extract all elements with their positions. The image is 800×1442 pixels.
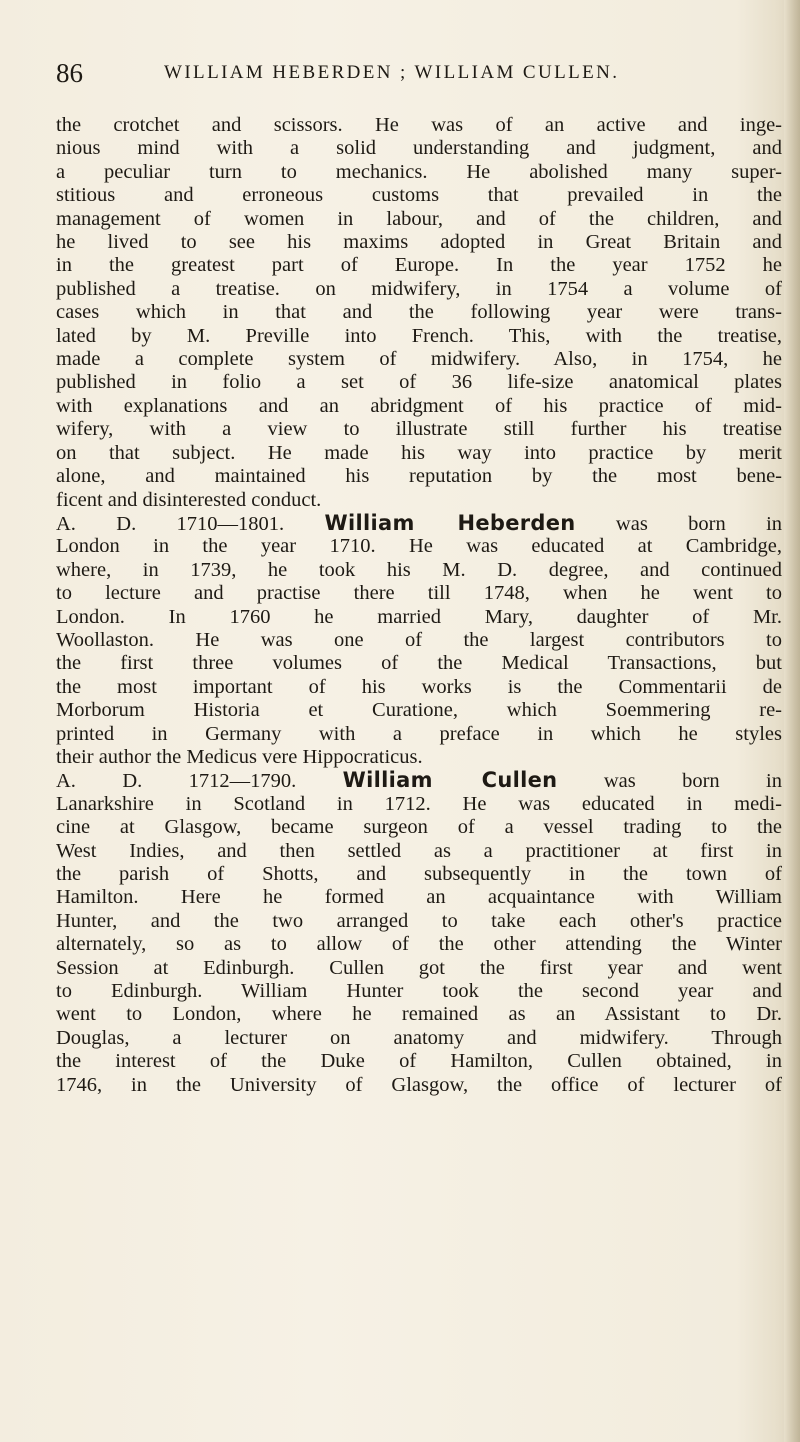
body-text	[56, 114, 782, 1097]
text-line: Morborum Historia et Curatione, which Soemmering re-	[56, 699, 782, 722]
entry-name: William Cullen	[342, 768, 558, 793]
text-line: management of women in labour, and of the children, and	[56, 207, 782, 230]
text-line	[56, 769, 782, 792]
text-line: Woollaston. He was one of the largest contributors to	[56, 628, 782, 651]
text-line: alternately, so as to allow of the other attending the Winter	[56, 933, 782, 956]
text-line: London. In 1760 he married Mary, daughter of Mr.	[56, 605, 782, 628]
text-line: the first three volumes of the Medical Transactions, but	[56, 652, 782, 675]
text-line: Session at Edinburgh. Cullen got the first year and went	[56, 956, 782, 979]
text-line: lated by M. Preville into French. This, with the treatise,	[56, 324, 782, 347]
entry-date: A. D. 1710—1801.	[56, 512, 325, 535]
text-line: 1746, in the University of Glasgow, the office of lecturer of	[56, 1073, 782, 1096]
page-number: 86	[56, 58, 83, 88]
entry-name: William Heberden	[324, 510, 576, 535]
text-line: Lanarkshire in Scotland in 1712. He was educated in medi-	[56, 792, 782, 815]
text-line: cine at Glasgow, became surgeon of a vessel trading to the	[56, 816, 782, 839]
entry-text: was born in	[575, 512, 783, 535]
text-line: the crotchet and scissors. He was of an active and inge-	[56, 114, 782, 136]
text-line: Douglas, a lecturer on anatomy and midwifery. Through	[56, 1026, 782, 1049]
entry-date: A. D. 1712—1790.	[56, 770, 343, 793]
text-line: he lived to see his maxims adopted in Great Britain and	[56, 231, 782, 254]
text-line: London in the year 1710. He was educated at Cambridge,	[56, 535, 782, 558]
text-line: published in folio a set of 36 life-size anatomical plates	[56, 371, 782, 394]
text-line: on that subject. He made his way into practice by merit	[56, 441, 782, 464]
text-line: with explanations and an abridgment of his practice of mid-	[56, 394, 782, 417]
text-line: Hunter, and the two arranged to take each other's practice	[56, 909, 782, 932]
text-line: the interest of the Duke of Hamilton, Cullen obtained, in	[56, 1050, 782, 1073]
text-line: ficent and disinterested conduct.	[56, 488, 322, 511]
text-line: wifery, with a view to illustrate still further his treatise	[56, 418, 782, 441]
text-line: the most important of his works is the Commentarii de	[56, 675, 782, 698]
text-line: cases which in that and the following year were trans-	[56, 301, 782, 324]
text-line	[56, 512, 782, 535]
text-line: West Indies, and then settled as a practitioner at first in	[56, 839, 782, 862]
text-line: Hamilton. Here he formed an acquaintance with William	[56, 886, 782, 909]
text-line: their author the Medicus vere Hippocraticus.	[56, 745, 423, 768]
text-line: alone, and maintained his reputation by the most bene-	[56, 465, 782, 488]
running-head: WILLIAM HEBERDEN ; WILLIAM CULLEN.	[164, 62, 620, 83]
entry-text: was born in	[557, 770, 783, 793]
text-line: in the greatest part of Europe. In the year 1752 he	[56, 254, 782, 277]
text-line: printed in Germany with a preface in which he styles	[56, 722, 782, 745]
text-line: a peculiar turn to mechanics. He abolished many super-	[56, 160, 782, 183]
text-line: published a treatise. on midwifery, in 1754 a volume of	[56, 277, 782, 300]
text-line: stitious and erroneous customs that prevailed in the	[56, 184, 782, 207]
text-line: to Edinburgh. William Hunter took the second year and	[56, 980, 782, 1003]
text-line: where, in 1739, he took his M. D. degree, and continued	[56, 558, 782, 581]
text-line: went to London, where he remained as an Assistant to Dr.	[56, 1003, 782, 1026]
page-edge-shadow	[784, 0, 800, 1442]
text-line: to lecture and practise there till 1748, when he went to	[56, 582, 782, 605]
text-line: nious mind with a solid understanding and judgment, and	[56, 137, 782, 160]
text-line: made a complete system of midwifery. Also, in 1754, he	[56, 348, 782, 371]
text-line: the parish of Shotts, and subsequently in the town of	[56, 863, 782, 885]
